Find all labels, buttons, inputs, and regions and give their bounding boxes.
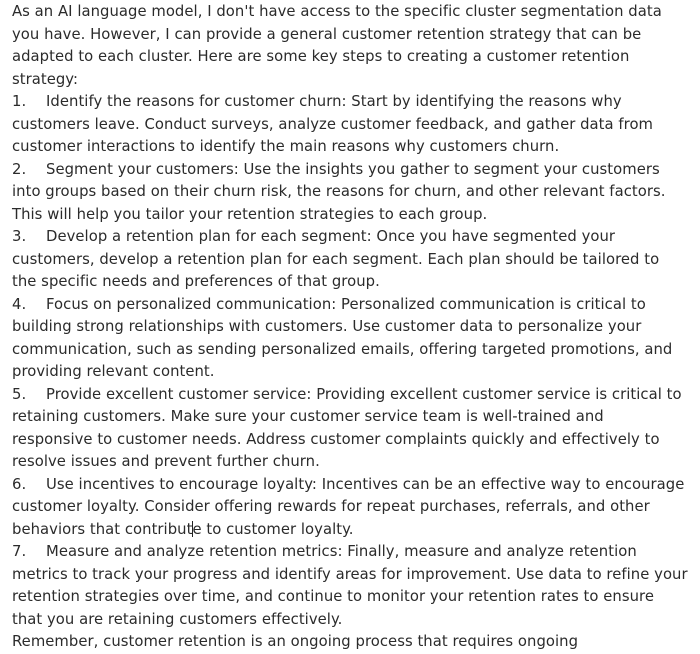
list-item-5: [12, 384, 688, 474]
list-item-4: [12, 294, 688, 384]
list-item-text: Focus on personalized communication: Personalized communication is critical to building strong relationships with customers. Use customer data to personalize your communication, such as sending personalized emails, offering targeted promotions, and providing relevant content.: [12, 295, 673, 380]
list-item-7: [12, 541, 688, 631]
list-item-2: [12, 159, 688, 227]
list-item-text: Develop a retention plan for each segment: Once you have segmented your customers, develop a retention plan for each segment. Each plan should be tailored to the specific needs and preferences of that group.: [12, 228, 660, 290]
list-item-text: Measure and analyze retention metrics: Finally, measure and analyze retention metrics to track your progress and identify areas for improvement. Use data to refine your retention strategies over time, and continue to monitor your retention rates to ensure that you are retaining customers effectively.: [12, 543, 688, 628]
list-item-text-after-cursor: e to customer loyalty.: [192, 520, 354, 538]
list-number: 5.: [12, 385, 27, 403]
list-number: 4.: [12, 295, 27, 313]
intro-paragraph: As an AI language model, I don't have access to the specific cluster segmentation data you have. However, I can provide a general customer retention strategy that can be adapted to each cluster. Here are some key steps to creating a customer retention strategy:: [12, 3, 662, 88]
list-item-6: [12, 474, 688, 542]
list-number: 1.: [12, 93, 27, 110]
list-item-text: Provide excellent customer service: Providing excellent customer service is critical to retaining customers. Make sure your customer service team is well-trained and responsive to customer needs. Address customer complaints quickly and effectively to resolve issues and prevent further churn.: [12, 385, 682, 470]
list-item-text: Segment your customers: Use the insights you gather to segment your customers into groups based on their churn risk, the reasons for churn, and other relevant factors. This will help you tailor your retention strategies to each group.: [12, 160, 666, 223]
list-item-1: [12, 91, 688, 159]
closing-paragraph: Remember, customer retention is an ongoing process that requires ongoing: [12, 633, 579, 650]
list-number: 7.: [12, 543, 27, 560]
list-number: 6.: [12, 475, 27, 493]
document-body[interactable]: [12, 1, 688, 654]
list-item-text: Identify the reasons for customer churn: Start by identifying the reasons why customers leave. Conduct surveys, analyze customer feedback, and gather data from customer interactions to identify the main reasons why customers churn.: [12, 93, 654, 155]
list-item-text-before-cursor: Use incentives to encourage loyalty: Incentives can be an effective way to encourage customer loyalty. Consider offering rewards for repeat purchases, referrals, and other behaviors that contribut: [12, 475, 685, 538]
list-number: 3.: [12, 228, 27, 245]
list-number: 2.: [12, 160, 27, 178]
list-item-3: [12, 226, 688, 294]
